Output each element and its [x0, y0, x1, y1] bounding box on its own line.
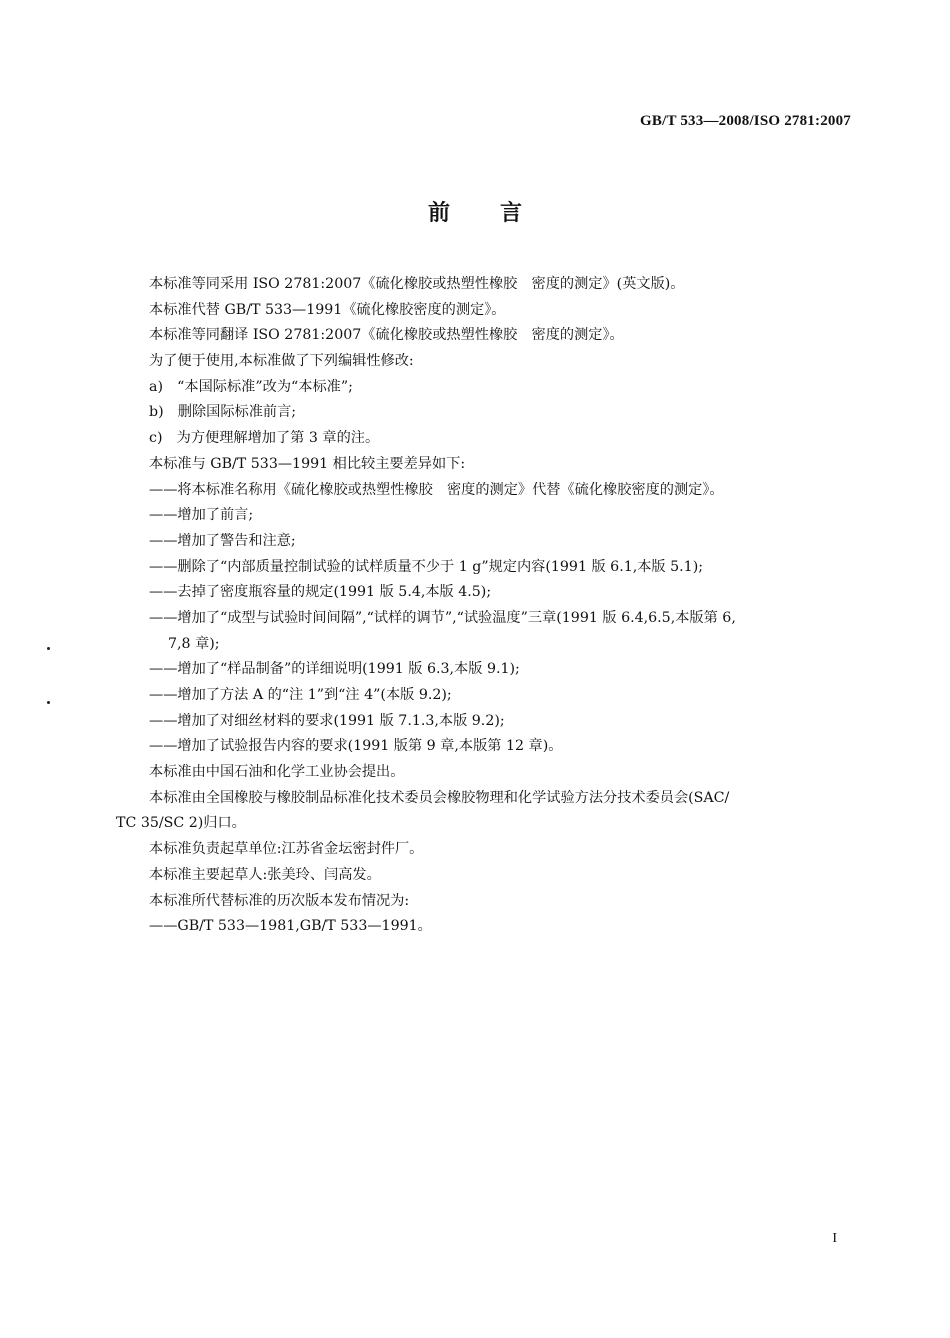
standard-code: GB/T 533—2008/ISO 2781:2007 [640, 113, 851, 129]
list-item: b) 删除国际标准前言; [149, 404, 297, 421]
paragraph: 本标准代替 GB/T 533—1991《硫化橡胶密度的测定》。 [149, 301, 506, 318]
foreword-body [116, 272, 856, 940]
dash-item: ——GB/T 533—1981,GB/T 533—1991。 [149, 918, 432, 935]
list-item: c) 为方便理解增加了第 3 章的注。 [149, 430, 380, 447]
paragraph: 本标准所代替标准的历次版本发布情况为: [149, 892, 410, 909]
paragraph: 本标准由中国石油和化学工业协会提出。 [149, 764, 405, 781]
scan-speck [47, 701, 50, 704]
dash-item: ——增加了前言; [149, 507, 254, 524]
list-item: a) “本国际标准”改为“本标准”; [149, 378, 353, 395]
paragraph: 本标准与 GB/T 533—1991 相比较主要差异如下: [149, 455, 466, 472]
dash-item: ——去掉了密度瓶容量的规定(1991 版 5.4,本版 4.5); [149, 584, 492, 601]
dash-item: ——增加了“样品制备”的详细说明(1991 版 6.3,本版 9.1); [149, 661, 520, 678]
page-title: 前言 [427, 201, 572, 226]
dash-item: ——增加了警告和注意; [149, 532, 296, 549]
paragraph: 本标准由全国橡胶与橡胶制品标准化技术委员会橡胶物理和化学试验方法分技术委员会(SAC/ [149, 789, 730, 806]
page-number: I [832, 1231, 837, 1246]
dash-item: ——增加了对细丝材料的要求(1991 版 7.1.3,本版 9.2); [149, 712, 505, 729]
paragraph: 本标准等同翻译 ISO 2781:2007《硫化橡胶或热塑性橡胶 密度的测定》。 [149, 327, 624, 344]
paragraph: 本标准主要起草人:张美玲、闫高发。 [149, 866, 381, 883]
dash-item: ——删除了“内部质量控制试验的试样质量不少于 1 g”规定内容(1991 版 6.1,本版 5.1); [149, 558, 704, 575]
paragraph: 本标准负责起草单位:江苏省金坛密封件厂。 [149, 841, 424, 858]
dash-item-continuation: 7,8 章); [168, 635, 220, 652]
dash-item: ——增加了方法 A 的“注 1”到“注 4”(本版 9.2); [149, 687, 452, 703]
paragraph-continuation: TC 35/SC 2)归口。 [116, 815, 246, 832]
dash-item: ——增加了试验报告内容的要求(1991 版第 9 章,本版第 12 章)。 [149, 738, 563, 755]
dash-item: ——增加了“成型与试验时间间隔”,“试样的调节”,“试验温度”三章(1991 版 6.4,6.5,本版第 6, [149, 609, 736, 626]
dash-item: ——将本标准名称用《硫化橡胶或热塑性橡胶 密度的测定》代替《硫化橡胶密度的测定》。 [149, 481, 724, 498]
paragraph: 本标准等同采用 ISO 2781:2007《硫化橡胶或热塑性橡胶 密度的测定》(英文版)。 [149, 276, 685, 292]
scan-speck [47, 647, 50, 650]
paragraph: 为了便于使用,本标准做了下列编辑性修改: [149, 353, 414, 370]
